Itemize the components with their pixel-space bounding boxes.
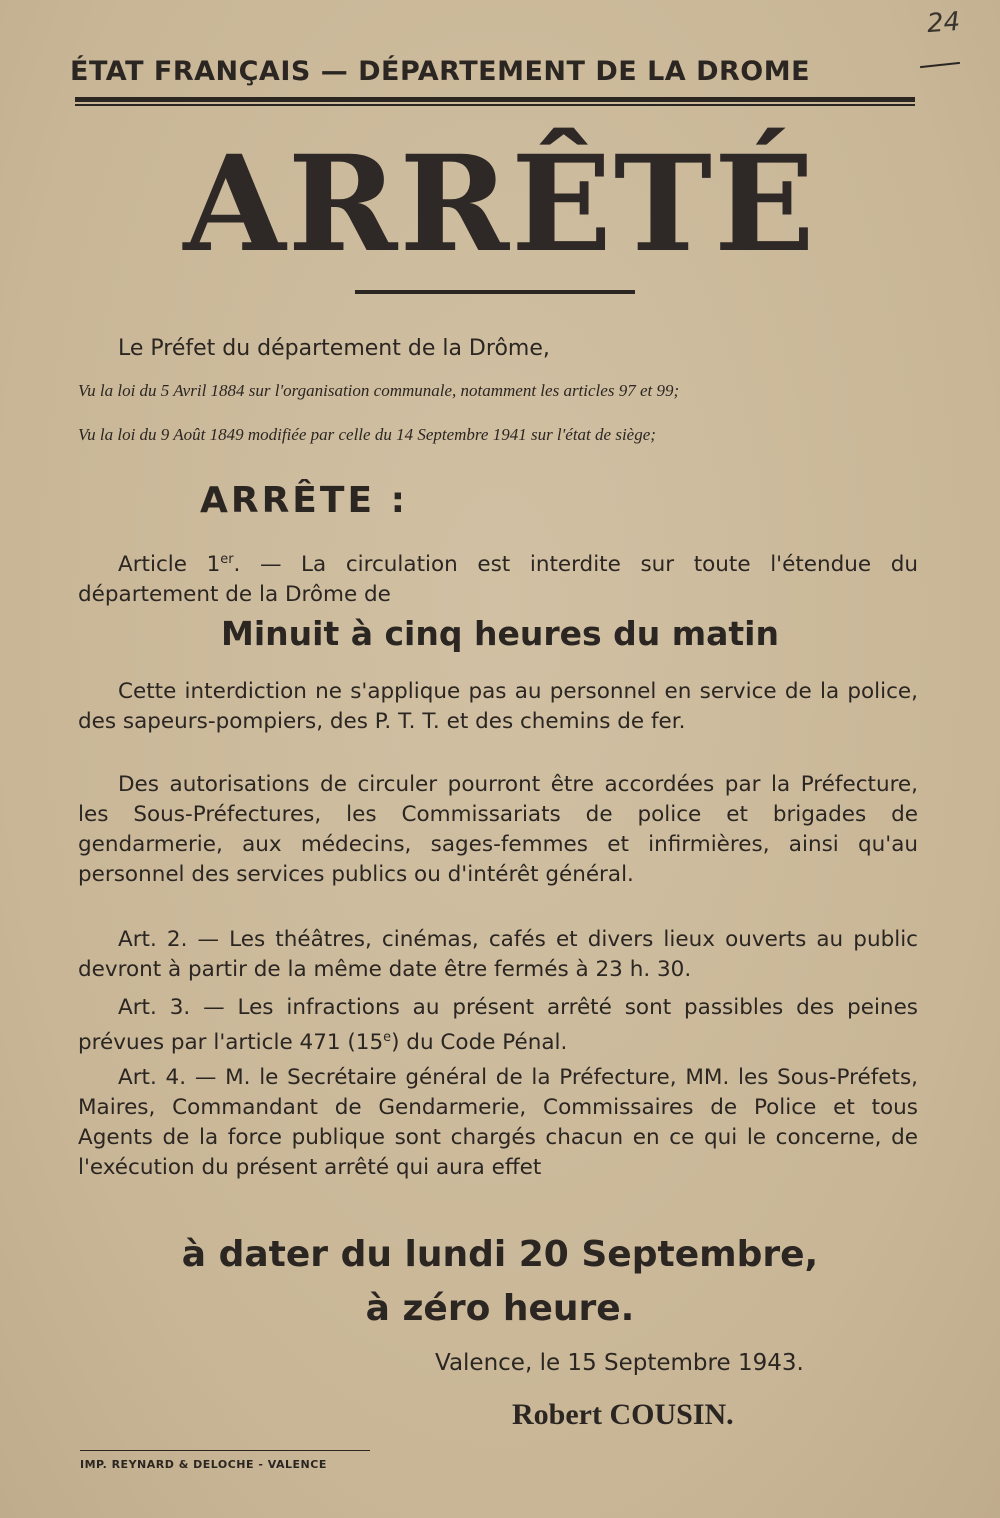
header-rule-thick — [75, 97, 915, 102]
archive-number: 24 — [925, 6, 962, 40]
article-1-text: . — La circulation est interdite sur toute l'étendue du département de la Drôme de — [78, 552, 918, 608]
article-2-label: Art. 2. — [118, 927, 188, 952]
curfew-hours: Minuit à cinq heures du matin — [221, 614, 779, 653]
header-tail-stroke — [920, 62, 960, 68]
effective-date-line-2: à zéro heure. — [365, 1288, 635, 1329]
article-3-sup: e — [383, 1030, 392, 1045]
article-3-text-after: ) du Code Pénal. — [391, 1030, 568, 1056]
vu-clause-1: Vu la loi du 5 Avril 1884 sur l'organisation communale, notamment les articles 97 et 99; — [78, 381, 680, 400]
authorization-text: Des autorisations de circuler pourront être accordées par la Préfecture, les Sous-Préfectures, les Commissariats de police et brigades de gendarmerie, aux médecins, sages-femmes et infirmières, ainsi qu'au personnel des services publics ou d'intérêt général. — [78, 772, 918, 887]
article-4 — [78, 1063, 918, 1183]
title-underline — [355, 290, 635, 294]
article-1-label: Article 1 — [118, 552, 221, 578]
arrete-heading: ARRÊTE : — [200, 480, 408, 521]
effective-date-line-1: à dater du lundi 20 Septembre, — [181, 1234, 819, 1275]
article-4-text: — M. le Secrétaire général de la Préfecture, MM. les Sous-Préfets, Maires, Commandant de Gendarmerie, Commissaires de Police et tous Agents de la force publique sont chargés chacun en ce qui le concerne, de l'exécution du présent arrêté qui aura effet — [78, 1065, 918, 1180]
article-2-text: — Les théâtres, cinémas, cafés et divers lieux ouverts au public devront à partir de la même date être fermés à 23 h. 30. — [78, 927, 918, 982]
header-rule-thin — [75, 104, 915, 106]
article-1 — [78, 545, 918, 610]
authorization-paragraph — [78, 770, 918, 890]
page-title: ARRÊTÉ — [183, 127, 817, 282]
vu-clause-2: Vu la loi du 9 Août 1849 modifiée par celle du 14 Septembre 1941 sur l'état de siège; — [78, 425, 656, 444]
exemption-paragraph — [78, 677, 918, 737]
effective-date — [0, 1228, 1000, 1336]
article-1-sup: er — [220, 552, 234, 567]
imprint-rule — [80, 1450, 370, 1451]
printer-imprint: IMP. REYNARD & DELOCHE - VALENCE — [80, 1458, 327, 1471]
header-title: ÉTAT FRANÇAIS — DÉPARTEMENT DE LA DROME — [70, 56, 811, 87]
prefet-line: Le Préfet du département de la Drôme, — [118, 336, 550, 361]
article-2 — [78, 925, 918, 985]
place-date: Valence, le 15 Septembre 1943. — [435, 1350, 804, 1376]
article-3-text-before: — Les infractions au présent arrêté sont passibles des peines prévues par l'article 471 (15 — [78, 995, 918, 1056]
article-3 — [78, 993, 918, 1058]
exemption-text: Cette interdiction ne s'applique pas au personnel en service de la police, des sapeurs-pompiers, des P. T. T. et des chemins de fer. — [78, 679, 918, 734]
article-4-label: Art. 4. — [118, 1065, 187, 1090]
article-3-label: Art. 3. — [118, 995, 191, 1020]
signature: Robert COUSIN. — [512, 1398, 734, 1431]
